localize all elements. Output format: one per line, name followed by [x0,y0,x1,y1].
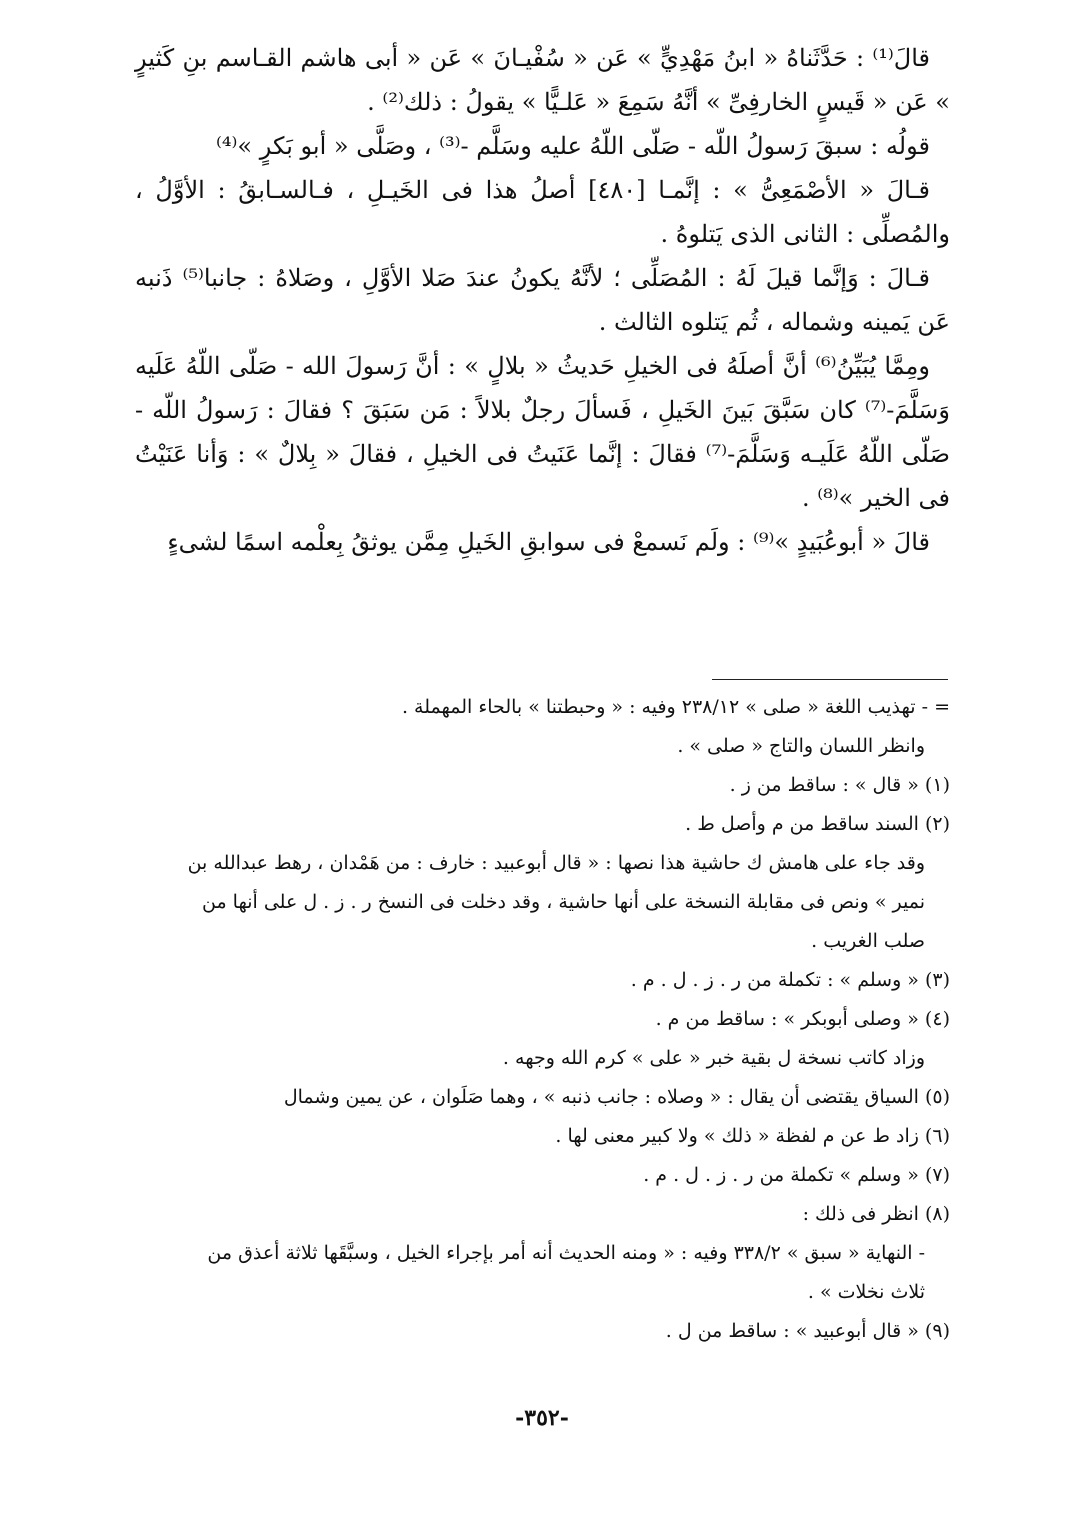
main-paragraph: قـالَ « الأصْمَعِىُّ » : إنَّمـا [٤٨٠] أصلُ هذا فى الخَيـلِ ، فـالسـابقُ : الأوَّلُ ، والمُصلِّى : الثانى الذى يَتلوهُ . [135,176,950,248]
footnote: وانظر اللسان والتاج « صلى » . [677,735,925,757]
footnote: وقد جاء على هامش ك حاشية هذا نصها : « قال أبوعبيد : خارف : من هَمْدان ، رهط عبدالله بن نمير » ونص فى مقابلة النسخة على أنها حاشية ، وقد دخلت فى النسخ ر . ز . ل على أنها من صلب الغريب . [187,852,925,952]
footnote: (٥) السياق يقتضى أن يقال : « وصلاه : جانب ذنبه » ، وهما صَلَوان ، عن يمين وشمال [283,1086,950,1108]
footnotes [170,688,950,1351]
main-paragraph: قـالَ : وَإنَّما قيلَ لَهُ : المُصَلِّى ؛ لأنَّهُ يكونُ عندَ صَلا الأوَّلِ ، وصَلاهُ : جانبا⁽⁵⁾ ذَنبه عَن يَمينه وشماله ، ثُم يَتلوه الثالث . [135,264,950,336]
footnote: (٨) انظر فى ذلك : [802,1203,950,1225]
main-paragraph: ومِمَّا يُبَيِّنُ⁽⁶⁾ أنَّ أصلَهُ فى الخيلِ حَديثُ « بلالٍ » : أنَّ رَسولَ الله - صَلّى اللّهُ عَلَيه وَسَلَّمَ-⁽⁷⁾ كان سَبَّقَ بَينَ الخَيلِ ، فَسألَ رجلٌ بلالاً : مَن سَبَقَ ؟ فقالَ : رَسولُ اللّه - صَلّى اللّهُ عَلَيـه وَسَلَّمَ-⁽⁷⁾ فقالَ : إنَّما عَنَيتُ فى الخيلِ ، فقالَ « بِلالٌ » : وَأنا عَنَيْتُ فى الخير »⁽⁸⁾ . [135,352,950,512]
footnote: وزاد كاتب نسخة ل بقية خبر « على » كرم الله وجهه . [502,1047,925,1069]
page-number: -٣٥٢- [515,1405,569,1431]
main-paragraph: قولُه : سبقَ رَسولُ اللّه - صَلّى اللّهُ عليه وسَلَّم -⁽³⁾ ، وصَلَّى « أبو بَكرٍ »⁽⁴⁾ [215,132,930,160]
footnote: (٩) « قال أبوعبيد » : ساقط من ل . [665,1320,950,1342]
main-paragraph: قالَ « أبوعُبَيدٍ »⁽⁹⁾ : ولَم نَسمعْ فى سوابقِ الخَيلِ مِمَّن يوثقُ بِعلْمه اسمًا لشىءٍ [167,528,930,556]
footnote: (٢) السند ساقط من م وأصل ط . [685,813,950,835]
footnote: (٣) « وسلم » : تكملة من ر . ز . ل . م . [630,969,950,991]
footnote: (١) « قال » : ساقط من ز . [729,774,950,796]
footnote-separator [712,679,948,680]
main-text [135,36,950,564]
footnote: = - تهذيب اللغة « صلى » ٢٣٨/١٢ وفيه : « وحبطتنا » بالحاء المهملة . [401,696,950,718]
footnote: - النهاية « سبق » ٣٣٨/٢ وفيه : « ومنه الحديث أنه أمر بإجراء الخيل ، وسبَّقَها ثلاثة أعذق من ثلاث نخلات » . [207,1242,925,1303]
main-paragraph: قالَ⁽¹⁾ : حَدَّثَناهُ « ابنُ مَهْدِيٍّ » عَن « سُفْيـانَ » عَن « أبى هاشم القـاسم بنِ كَثيرٍ » عَن « قَيسٍ الخارفِىِّ » أنَّهُ سَمِعَ « عَلـيًّا » يقولُ : ذلك⁽²⁾ . [135,44,950,116]
footnote: (٤) « وصلى أبوبكر » : ساقط من م . [655,1008,950,1030]
footnote: (٧) « وسلم » تكملة من ر . ز . ل . م . [643,1164,950,1186]
footnote: (٦) زاد ط عن م لفظة « ذلك » ولا كبير معنى لها . [555,1125,950,1147]
